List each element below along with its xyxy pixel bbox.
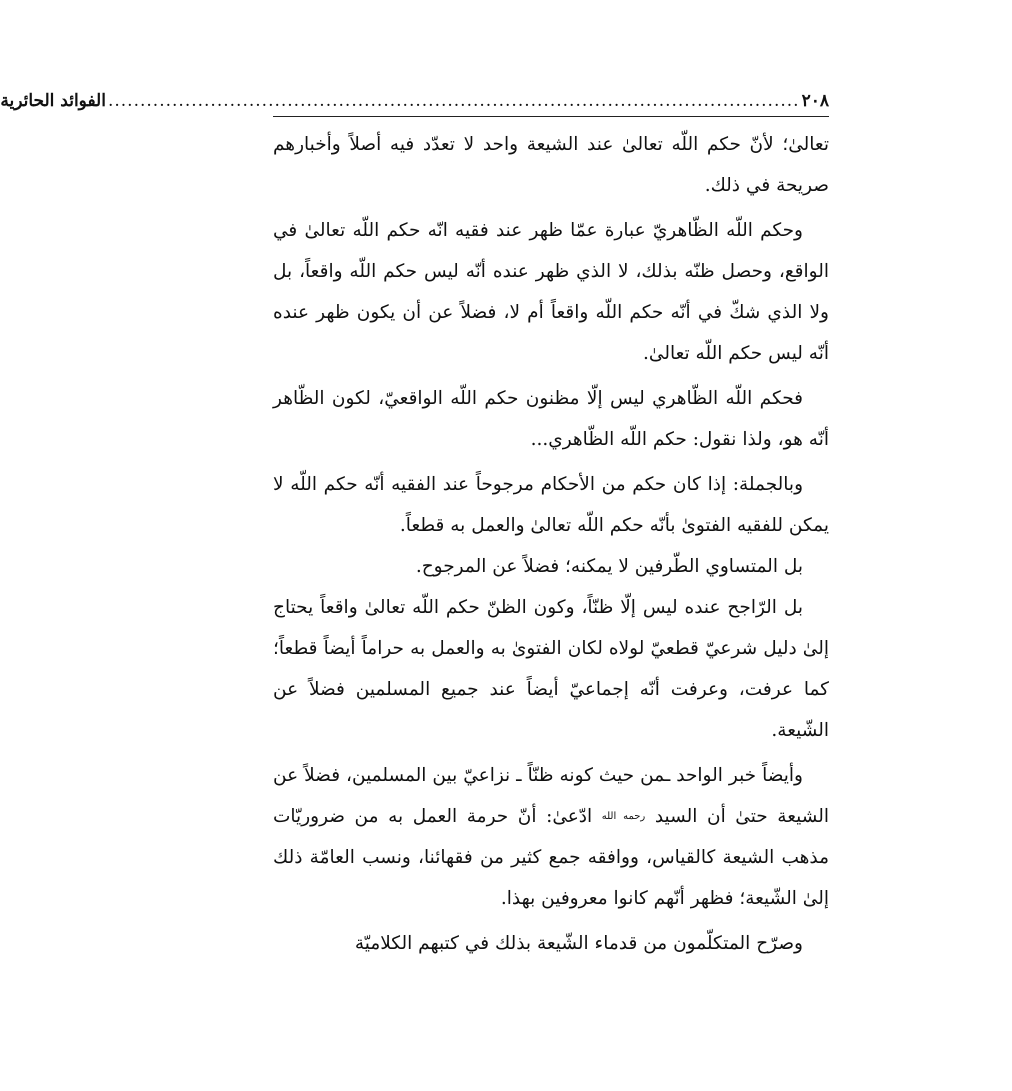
dot-leader: ............................................................................................................ [107, 91, 800, 111]
paragraph: بل الرّاجح عنده ليس إلّا ظنّاً، وكون الظنّ حكم اللّه تعالىٰ واقعاً يحتاج إلىٰ دليل شرعيّ قطعيّ لولاه لكان الفتوىٰ به والعمل به حراماً أيضاً قطعاً؛ كما عرفت، وعرفت أنّه إجماعيّ أيضاً عند جميع المسلمين فضلاً عن الشّيعة. [273, 597, 829, 741]
paragraph: وبالجملة: إذا كان حكم من الأحكام مرجوحاً عند الفقيه أنّه حكم اللّه لا يمكن للفقيه الفتوىٰ بأنّه حكم اللّه تعالىٰ والعمل به قطعاً. [273, 474, 829, 536]
paragraph [273, 755, 829, 919]
page-number: ٢٠٨ [801, 91, 829, 111]
paragraph: وصرّح المتكلّمون من قدماء الشّيعة بذلك في كتبهم الكلاميّة [354, 933, 803, 954]
paragraph-text: ادّعىٰ: أنّ حرمة العمل به من ضروريّات مذهب الشيعة كالقياس، ووافقه جمع كثير من فقهائنا، ونسب العامّة ذلك إلىٰ الشّيعة؛ فظهر أنّهم كانوا معروفين بهذا. [273, 806, 829, 909]
body-text [273, 124, 829, 964]
honorific-note: رحمه الله [601, 811, 646, 822]
running-title: الفوائد الحائرية [0, 91, 106, 111]
paragraph: تعالىٰ؛ لأنّ حكم اللّه تعالىٰ عند الشيعة واحد لا تعدّد فيه أصلاً وأخبارهم صريحة في ذلك. [273, 134, 829, 196]
paragraph-text: وأيضاً خبر الواحد ـمن حيث كونه ظنّاً ـ نزاعيّ بين المسلمين، فضلاً عن الشيعة حتىٰ أن السيد [273, 765, 829, 827]
page-header [0, 86, 829, 116]
header-rule [273, 116, 829, 117]
paragraph: وحكم اللّه الظّاهريّ عبارة عمّا ظهر عند فقيه انّه حكم اللّه تعالىٰ في الواقع، وحصل ظنّه بذلك، لا الذي ظهر عنده أنّه ليس حكم اللّه واقعاً، بل ولا الذي شكّ في أنّه حكم اللّه واقعاً أم لا، فضلاً عن أن يكون ظهر عنده أنّه ليس حكم اللّه تعالىٰ. [273, 220, 829, 364]
paragraph: بل المتساوي الطّرفين لا يمكنه؛ فضلاً عن المرجوح. [415, 556, 803, 577]
paragraph: فحكم اللّه الظّاهري ليس إلّا مظنون حكم اللّه الواقعيّ، لكون الظّاهر أنّه هو، ولذا نقول: حكم اللّه الظّاهري... [273, 388, 829, 450]
